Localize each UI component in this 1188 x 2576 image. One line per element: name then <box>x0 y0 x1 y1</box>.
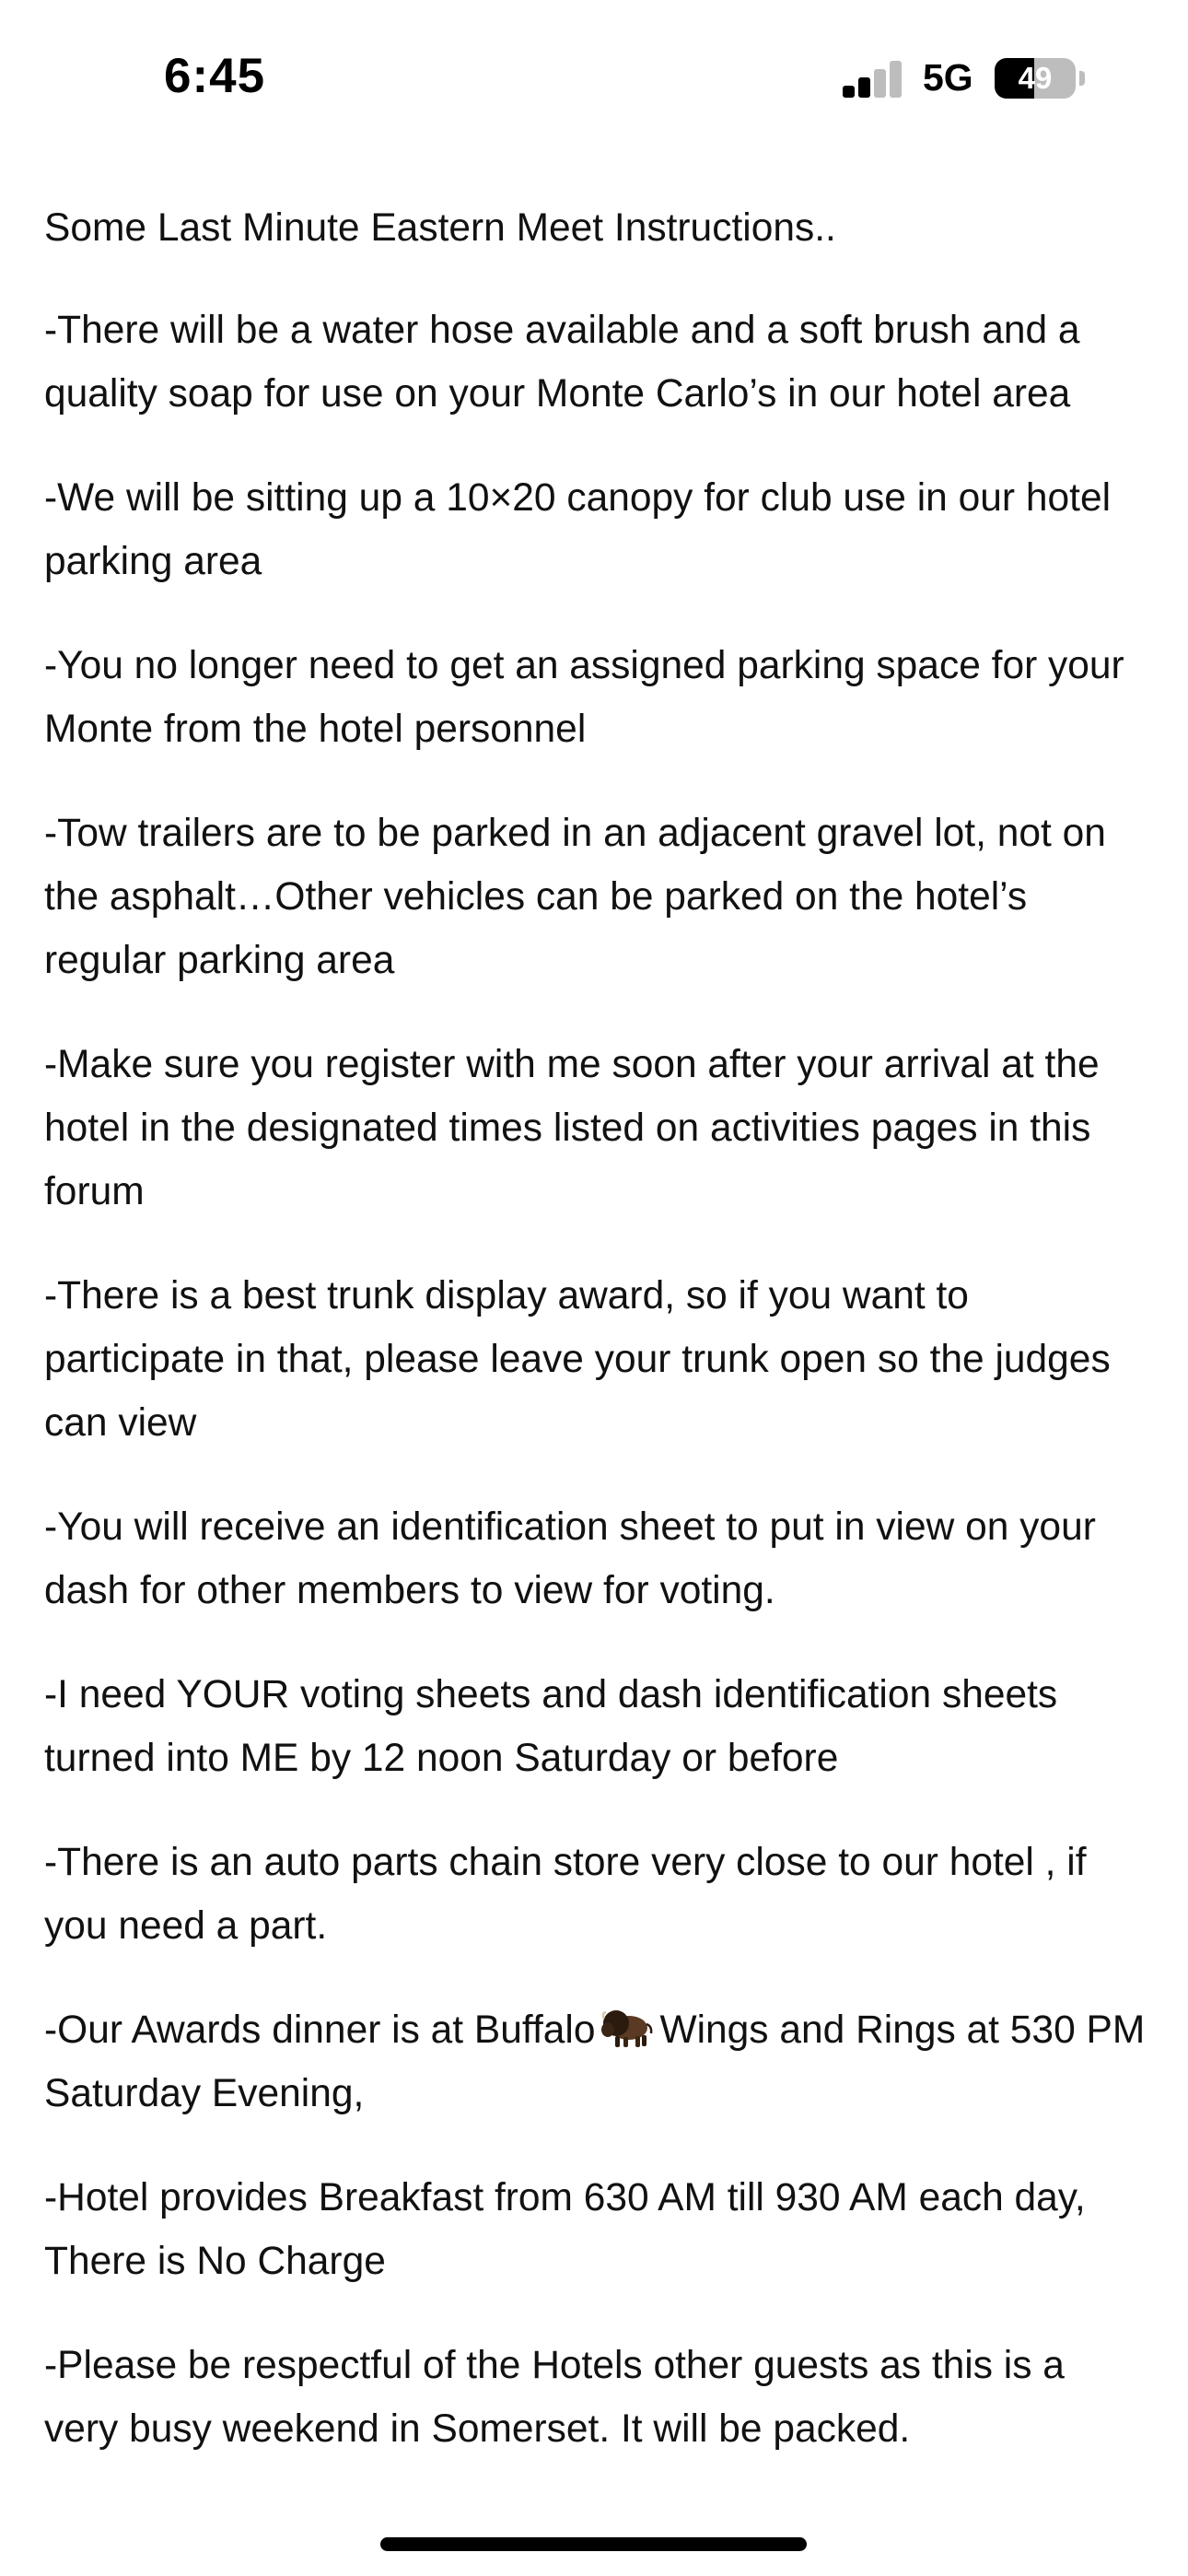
status-bar <box>0 0 1188 157</box>
awards-text-end: Wings and Rings at 530 PM Saturday Evening, <box>44 2008 1146 2115</box>
post-item: -We will be sitting up a 10×20 canopy for club use in our hotel parking area <box>44 476 1112 583</box>
home-indicator[interactable] <box>380 2537 807 2551</box>
post-item: -Make sure you register with me soon after your arrival at the hotel in the designated times listed on activities pages in this forum <box>44 1043 1100 1213</box>
post-item: -I need YOUR voting sheets and dash identification sheets turned into ME by 12 noon Saturday or before <box>44 1673 1058 1780</box>
post-item: -Tow trailers are to be parked in an adjacent gravel lot, not on the asphalt…Other vehicles can be parked on the hotel’s regular parking area <box>44 812 1106 982</box>
awards-text-start: -Our Awards dinner is at Buffalo <box>44 2008 596 2052</box>
post-item: -Hotel provides Breakfast from 630 AM till 930 AM each day, There is No Charge <box>44 2176 1086 2283</box>
post-item-awards <box>44 1998 1149 2125</box>
battery-tip-icon <box>1079 71 1085 86</box>
post-item: -You no longer need to get an assigned parking space for your Monte from the hotel personnel <box>44 644 1124 751</box>
post-item: -There will be a water hose available and a soft brush and a quality soap for use on your Monte Carlo’s in our hotel area <box>44 309 1080 416</box>
post-item: -You will receive an identification sheet to put in view on your dash for other members to view for voting. <box>44 1505 1096 1612</box>
battery-icon <box>995 58 1076 99</box>
signal-bar <box>874 69 886 98</box>
battery-level: 49 <box>1018 61 1053 95</box>
post-item: -There is a best trunk display award, so if you want to participate in that, please leave your trunk open so the judges can view <box>44 1274 1111 1445</box>
post-item: -There is an auto parts chain store very close to our hotel , if you need a part. <box>44 1841 1087 1948</box>
signal-bar <box>858 77 870 98</box>
cellular-signal-icon <box>843 61 903 98</box>
post-title: Some Last Minute Eastern Meet Instructions.. <box>44 206 836 250</box>
signal-bar <box>843 86 855 98</box>
signal-bar <box>890 61 902 98</box>
bison-emoji-icon <box>600 2008 654 2048</box>
status-time: 6:45 <box>164 49 266 103</box>
post-item: -Please be respectful of the Hotels other guests as this is a very busy weekend in Somerset. It will be packed. <box>44 2344 1065 2451</box>
post-body <box>44 196 1149 2501</box>
network-type: 5G <box>923 56 973 99</box>
